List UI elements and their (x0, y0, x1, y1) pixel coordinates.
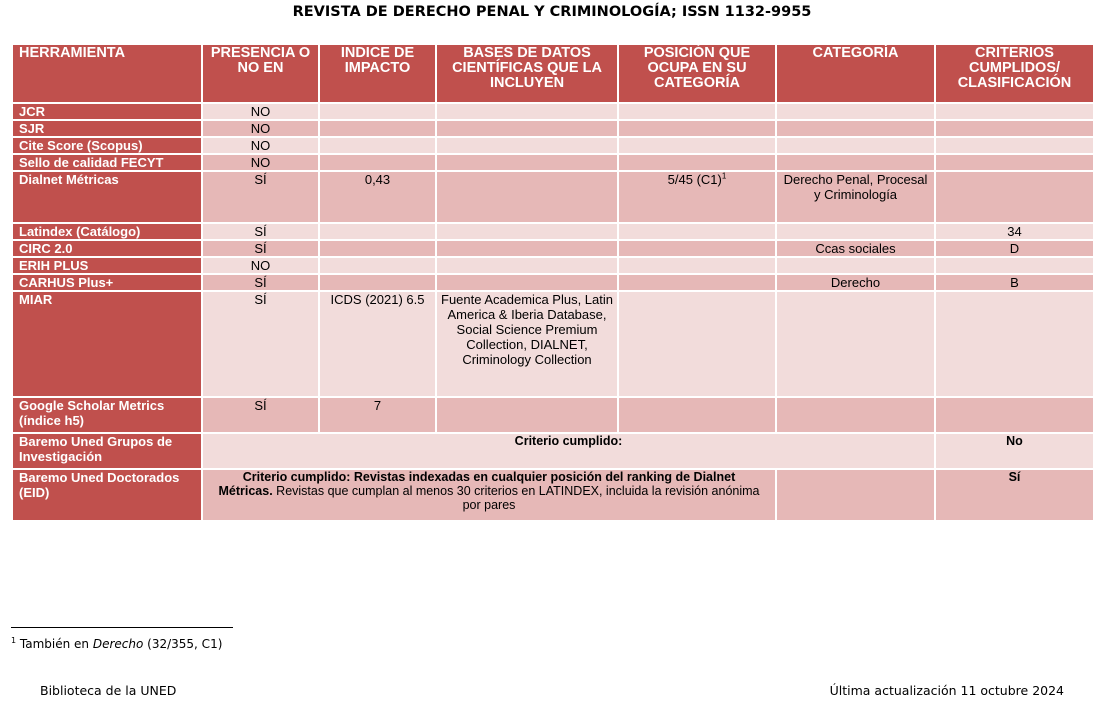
row-category (776, 223, 935, 240)
row-impact (319, 120, 436, 137)
row-position (618, 223, 776, 240)
row-position (618, 257, 776, 274)
row-category: Derecho (776, 274, 935, 291)
table-row (12, 291, 1094, 397)
row-criteria (935, 171, 1094, 223)
row-databases (436, 274, 618, 291)
row-presence: SÍ (202, 274, 319, 291)
baremo-grupos-criterion (202, 433, 935, 469)
table-row (12, 223, 1094, 240)
header-criterios: CRITERIOS CUMPLIDOS/ CLASIFICACIÓN (935, 44, 1094, 103)
table-header-row (12, 44, 1094, 103)
baremo-grupos-result (935, 433, 1094, 469)
table-row (12, 257, 1094, 274)
row-category (776, 137, 935, 154)
footnote-ref: 1 (721, 171, 727, 181)
row-position (618, 274, 776, 291)
header-presencia: PRESENCIA O NO EN (202, 44, 319, 103)
row-category (776, 257, 935, 274)
footnote-suffix: (32/355, C1) (143, 637, 223, 651)
row-tool: Baremo Uned Doctorados (EID) (12, 469, 202, 521)
row-impact (319, 257, 436, 274)
row-databases (436, 397, 618, 433)
header-herramienta: HERRAMIENTA (12, 44, 202, 103)
row-databases (436, 154, 618, 171)
row-position (618, 137, 776, 154)
table-row-baremo-doctorados (12, 469, 1094, 521)
row-position (618, 291, 776, 397)
row-tool: CARHUS Plus+ (12, 274, 202, 291)
baremo-grupos-result-text: No (1006, 434, 1023, 448)
row-databases (436, 171, 618, 223)
row-presence: SÍ (202, 397, 319, 433)
row-databases (436, 223, 618, 240)
footnote-prefix: También en (16, 637, 93, 651)
row-presence: NO (202, 154, 319, 171)
row-tool: ERIH PLUS (12, 257, 202, 274)
table-row (12, 137, 1094, 154)
table-row (12, 240, 1094, 257)
row-databases (436, 240, 618, 257)
row-presence: SÍ (202, 291, 319, 397)
row-presence: NO (202, 257, 319, 274)
row-tool: JCR (12, 103, 202, 120)
footnote (11, 637, 222, 651)
row-criteria: B (935, 274, 1094, 291)
baremo-doctorados-result-text: Sí (1008, 470, 1021, 484)
row-criteria (935, 137, 1094, 154)
row-position (618, 103, 776, 120)
row-impact (319, 240, 436, 257)
row-tool: Latindex (Catálogo) (12, 223, 202, 240)
baremo-doctorados-criterion-bold: Criterio cumplido: Revistas indexadas en cualquier posición del ranking de Dialnet Métricas. (218, 470, 736, 498)
row-impact: 0,43 (319, 171, 436, 223)
row-criteria: D (935, 240, 1094, 257)
row-tool: SJR (12, 120, 202, 137)
row-impact: 7 (319, 397, 436, 433)
row-presence: SÍ (202, 240, 319, 257)
footnote-separator (11, 627, 233, 628)
row-databases (436, 137, 618, 154)
row-tool: CIRC 2.0 (12, 240, 202, 257)
table-row-baremo-grupos (12, 433, 1094, 469)
table-row (12, 103, 1094, 120)
table-row (12, 274, 1094, 291)
table-row (12, 154, 1094, 171)
row-position (618, 154, 776, 171)
row-category (776, 120, 935, 137)
row-databases (436, 257, 618, 274)
row-tool: Cite Score (Scopus) (12, 137, 202, 154)
header-categoria: CATEGORÍA (776, 44, 935, 103)
row-position (618, 397, 776, 433)
row-position (618, 240, 776, 257)
baremo-doctorados-empty (776, 469, 935, 521)
row-category (776, 103, 935, 120)
row-criteria (935, 291, 1094, 397)
row-presence: NO (202, 103, 319, 120)
row-category (776, 154, 935, 171)
table-row (12, 397, 1094, 433)
row-impact (319, 154, 436, 171)
row-criteria (935, 154, 1094, 171)
row-presence: NO (202, 120, 319, 137)
journal-metrics-table (11, 43, 1095, 522)
row-tool: Google Scholar Metrics (índice h5) (12, 397, 202, 433)
baremo-grupos-criterion-text: Criterio cumplido: (514, 434, 623, 448)
footnote-italic: Derecho (92, 637, 144, 651)
row-criteria (935, 257, 1094, 274)
row-tool: MIAR (12, 291, 202, 397)
row-category: Derecho Penal, Procesal y Criminología (776, 171, 935, 223)
row-category (776, 397, 935, 433)
row-impact (319, 137, 436, 154)
row-category (776, 291, 935, 397)
row-criteria (935, 397, 1094, 433)
row-impact (319, 103, 436, 120)
footer-last-update: Última actualización 11 octubre 2024 (829, 683, 1064, 698)
row-position-value: 5/45 (C1) (667, 172, 722, 187)
baremo-doctorados-criterion (202, 469, 776, 521)
table-row (12, 171, 1094, 223)
row-presence: SÍ (202, 171, 319, 223)
row-criteria (935, 120, 1094, 137)
row-databases: Fuente Academica Plus, Latin America & Iberia Database, Social Science Premium Collection, DIALNET, Criminology Collection (436, 291, 618, 397)
table-row (12, 120, 1094, 137)
row-tool: Sello de calidad FECYT (12, 154, 202, 171)
row-category: Ccas sociales (776, 240, 935, 257)
row-databases (436, 103, 618, 120)
row-tool: Baremo Uned Grupos de Investigación (12, 433, 202, 469)
document-title: REVISTA DE DERECHO PENAL Y CRIMINOLOGÍA; ISSN 1132-9955 (292, 4, 812, 20)
row-databases (436, 120, 618, 137)
row-impact: ICDS (2021) 6.5 (319, 291, 436, 397)
footer-library: Biblioteca de la UNED (40, 683, 177, 698)
row-criteria (935, 103, 1094, 120)
header-bases-datos: BASES DE DATOS CIENTÍFICAS QUE LA INCLUYEN (436, 44, 618, 103)
row-tool: Dialnet Métricas (12, 171, 202, 223)
row-position (618, 171, 776, 223)
footnote-mark: 1 (11, 636, 17, 645)
row-position (618, 120, 776, 137)
row-presence: SÍ (202, 223, 319, 240)
row-criteria: 34 (935, 223, 1094, 240)
row-impact (319, 223, 436, 240)
header-indice-impacto: INDICE DE IMPACTO (319, 44, 436, 103)
row-presence: NO (202, 137, 319, 154)
row-impact (319, 274, 436, 291)
baremo-doctorados-criterion-rest: Revistas que cumplan al menos 30 criterios en LATINDEX, incluida la revisión anónima por pares (272, 484, 760, 512)
header-posicion: POSICIÓN QUE OCUPA EN SU CATEGORÍA (618, 44, 776, 103)
baremo-doctorados-result (935, 469, 1094, 521)
